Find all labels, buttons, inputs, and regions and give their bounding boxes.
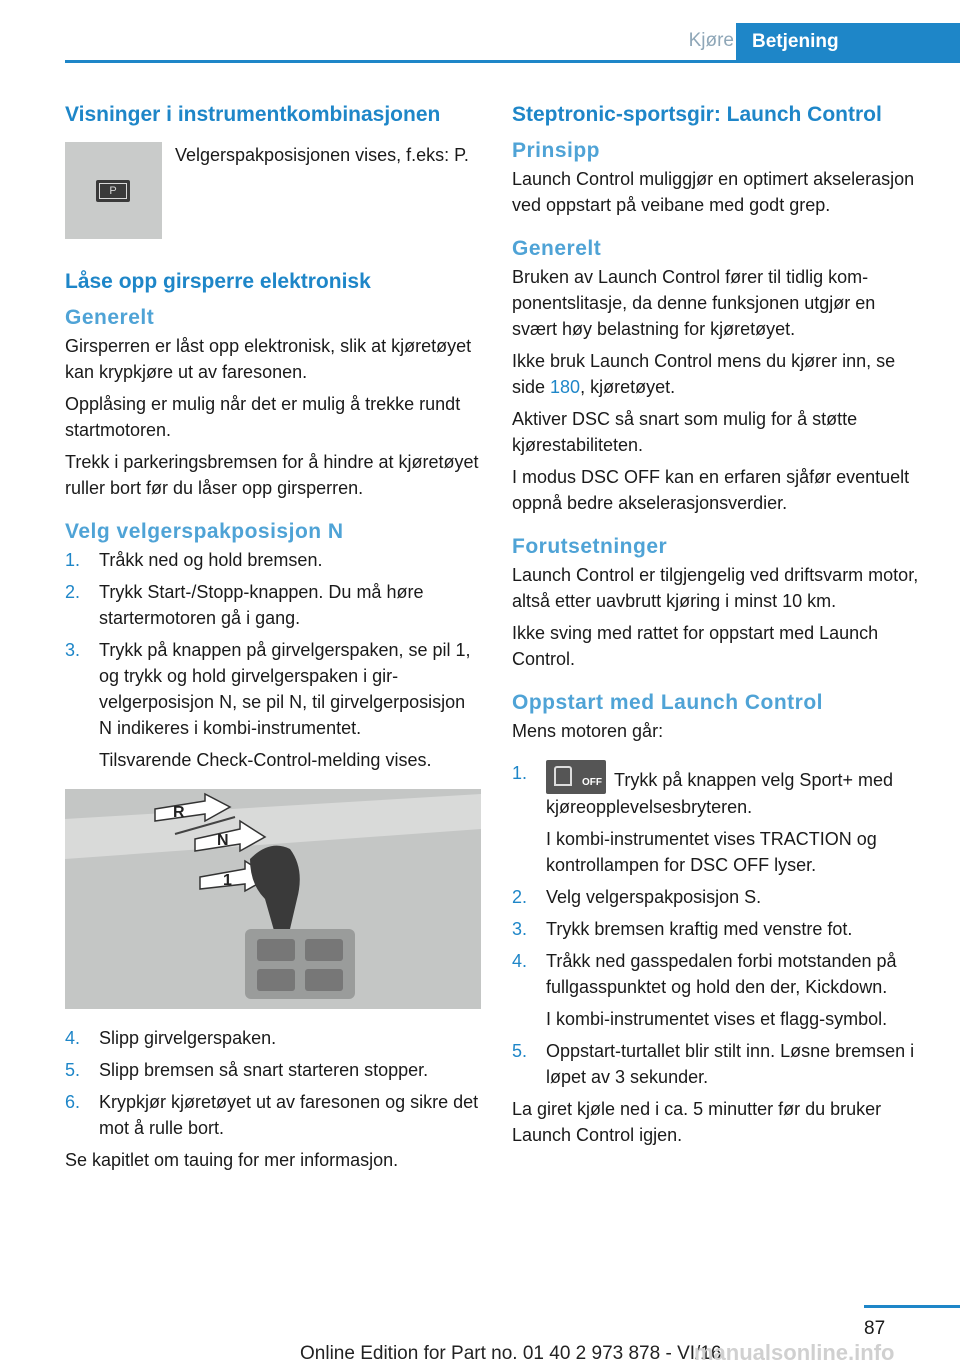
gear-display-thumbnail (65, 142, 162, 239)
section-title-display: Visninger i instrumentkombinasjonen (65, 103, 441, 126)
launch-steps-list (512, 760, 924, 1090)
list-item: 5. Oppstart-turtallet blir stilt inn. Løsne bremsen i løpet av 3 sekunder. (512, 1041, 915, 1087)
list-item: 6. Krypkjør kjøretøyet ut av faresonen og sikre det mot å rulle bort. (65, 1092, 479, 1138)
steps-list-b (65, 1025, 481, 1141)
paragraph: Launch Control muliggjør en optimert akselerasjon ved oppstart på veibane med godt grep. (512, 169, 915, 215)
gear-selector-illustration (65, 789, 481, 1009)
closing-text: La giret kjøle ned i ca. 5 minutter før du bruker Launch Control igjen. (512, 1099, 882, 1145)
footer-divider (864, 1305, 960, 1308)
dsc-off-button-icon: OFF (546, 760, 606, 794)
list-item: 4. Slipp girvelgerspaken. (65, 1028, 277, 1048)
page-number: 87 (864, 1318, 886, 1339)
list-item: 5. Slipp bremsen så snart starteren stopper. (65, 1060, 429, 1080)
steps-list-a (65, 547, 481, 773)
paragraph: Girsperren er låst opp elektronisk, slik at kjøretøyet kan krypkjøre ut av faresonen. (65, 336, 472, 382)
gear-selector-photo (65, 789, 481, 1009)
tab-kjore[interactable]: Kjøre (688, 30, 734, 51)
svg-text:1: 1 (223, 872, 232, 889)
display-row (65, 142, 481, 239)
watermark: manualsonline.info (694, 1340, 895, 1365)
subheading-oppstart: Oppstart med Launch Control (512, 691, 824, 714)
paragraph: Opplåsing er mulig når det er mulig å trekke rundt startmotoren. (65, 394, 461, 440)
section-title-unlock: Låse opp girsperre elektronisk (65, 270, 371, 293)
list-item: 1. Tråkk ned og hold bremsen. (65, 550, 323, 570)
section-title-launch-control: Steptronic-sportsgir: Launch Control (512, 103, 882, 126)
paragraph: I modus DSC OFF kan en erfaren sjåfør eventuelt oppnå bedre akselerasjonsverdier. (512, 467, 910, 513)
page-header (0, 0, 960, 64)
svg-text:N: N (217, 832, 229, 849)
edition-text: Online Edition for Part no. 01 40 2 973 878 - VI/16 (300, 1343, 722, 1364)
paragraph: Bruken av Launch Control fører til tidlig komponentslitasje, da denne funksjonen utgjør en svært høy belastning for kjøretøyet. (512, 267, 876, 339)
park-indicator-icon: P (96, 180, 130, 202)
subheading-generelt: Generelt (512, 237, 602, 260)
list-item: 2. Velg velgerspakposisjon S. (512, 887, 762, 907)
list-item: 1. OFF Trykk på knappen velg Sport+ med kjøreopplevelsesbryteren. I kombi-instrumentet vises TRACTION og kontrollampen for DSC OFF lyser. (512, 760, 924, 878)
closing-text: Se kapitlet om tauing for mer informasjon. (65, 1150, 399, 1170)
subheading-generelt: Generelt (65, 306, 155, 329)
page-link-180[interactable]: 180 (550, 377, 581, 397)
list-item: 4. Tråkk ned gasspedalen forbi motstanden på fullgasspunktet og hold den der, Kickdown. I kombi-instrumentet vises et flagg-symbol. (512, 951, 897, 1029)
right-column (512, 100, 924, 1148)
display-text: Velgerspakposisjonen vises, f.eks: P. (175, 145, 469, 165)
list-item: 2. Trykk Start-/Stopp-knappen. Du må høre startermotoren gå i gang. (65, 582, 424, 628)
list-item: 3. Trykk bremsen kraftig med venstre fot. (512, 919, 853, 939)
subheading-forutsetninger: Forutsetninger (512, 535, 668, 558)
svg-text:R: R (173, 804, 185, 821)
paragraph: Aktiver DSC så snart som mulig for å støtte kjørestabiliteten. (512, 409, 858, 455)
tab-betjening[interactable]: Betjening (736, 23, 960, 63)
left-column (65, 100, 481, 1173)
header-divider (65, 60, 960, 63)
list-item: 3. Trykk på knappen på girvelgerspaken, se pil 1, og trykk og hold girvelgerspaken i girvelgerposisjon N, se pil N, til girvelgerposisjon N indikeres i kombi-instrumentet. Tilsvarende Check-Control-melding vises. (65, 640, 471, 770)
paragraph: Mens motoren går: (512, 721, 664, 741)
subheading-prinsipp: Prinsipp (512, 139, 601, 162)
paragraph: Ikke bruk Launch Control mens du kjører inn, se side 180, kjøretøyet. (512, 351, 896, 397)
paragraph: Trekk i parkeringsbremsen for å hindre at kjøretøyet ruller bort før du låser opp girsperren. (65, 452, 479, 498)
paragraph: Ikke sving med rattet for oppstart med Launch Control. (512, 623, 879, 669)
paragraph: Launch Control er tilgjengelig ved driftsvarm motor, altså etter uavbrutt kjøring i minst 10 km. (512, 565, 919, 611)
subheading-select-n: Velg velgerspakposisjon N (65, 520, 344, 543)
